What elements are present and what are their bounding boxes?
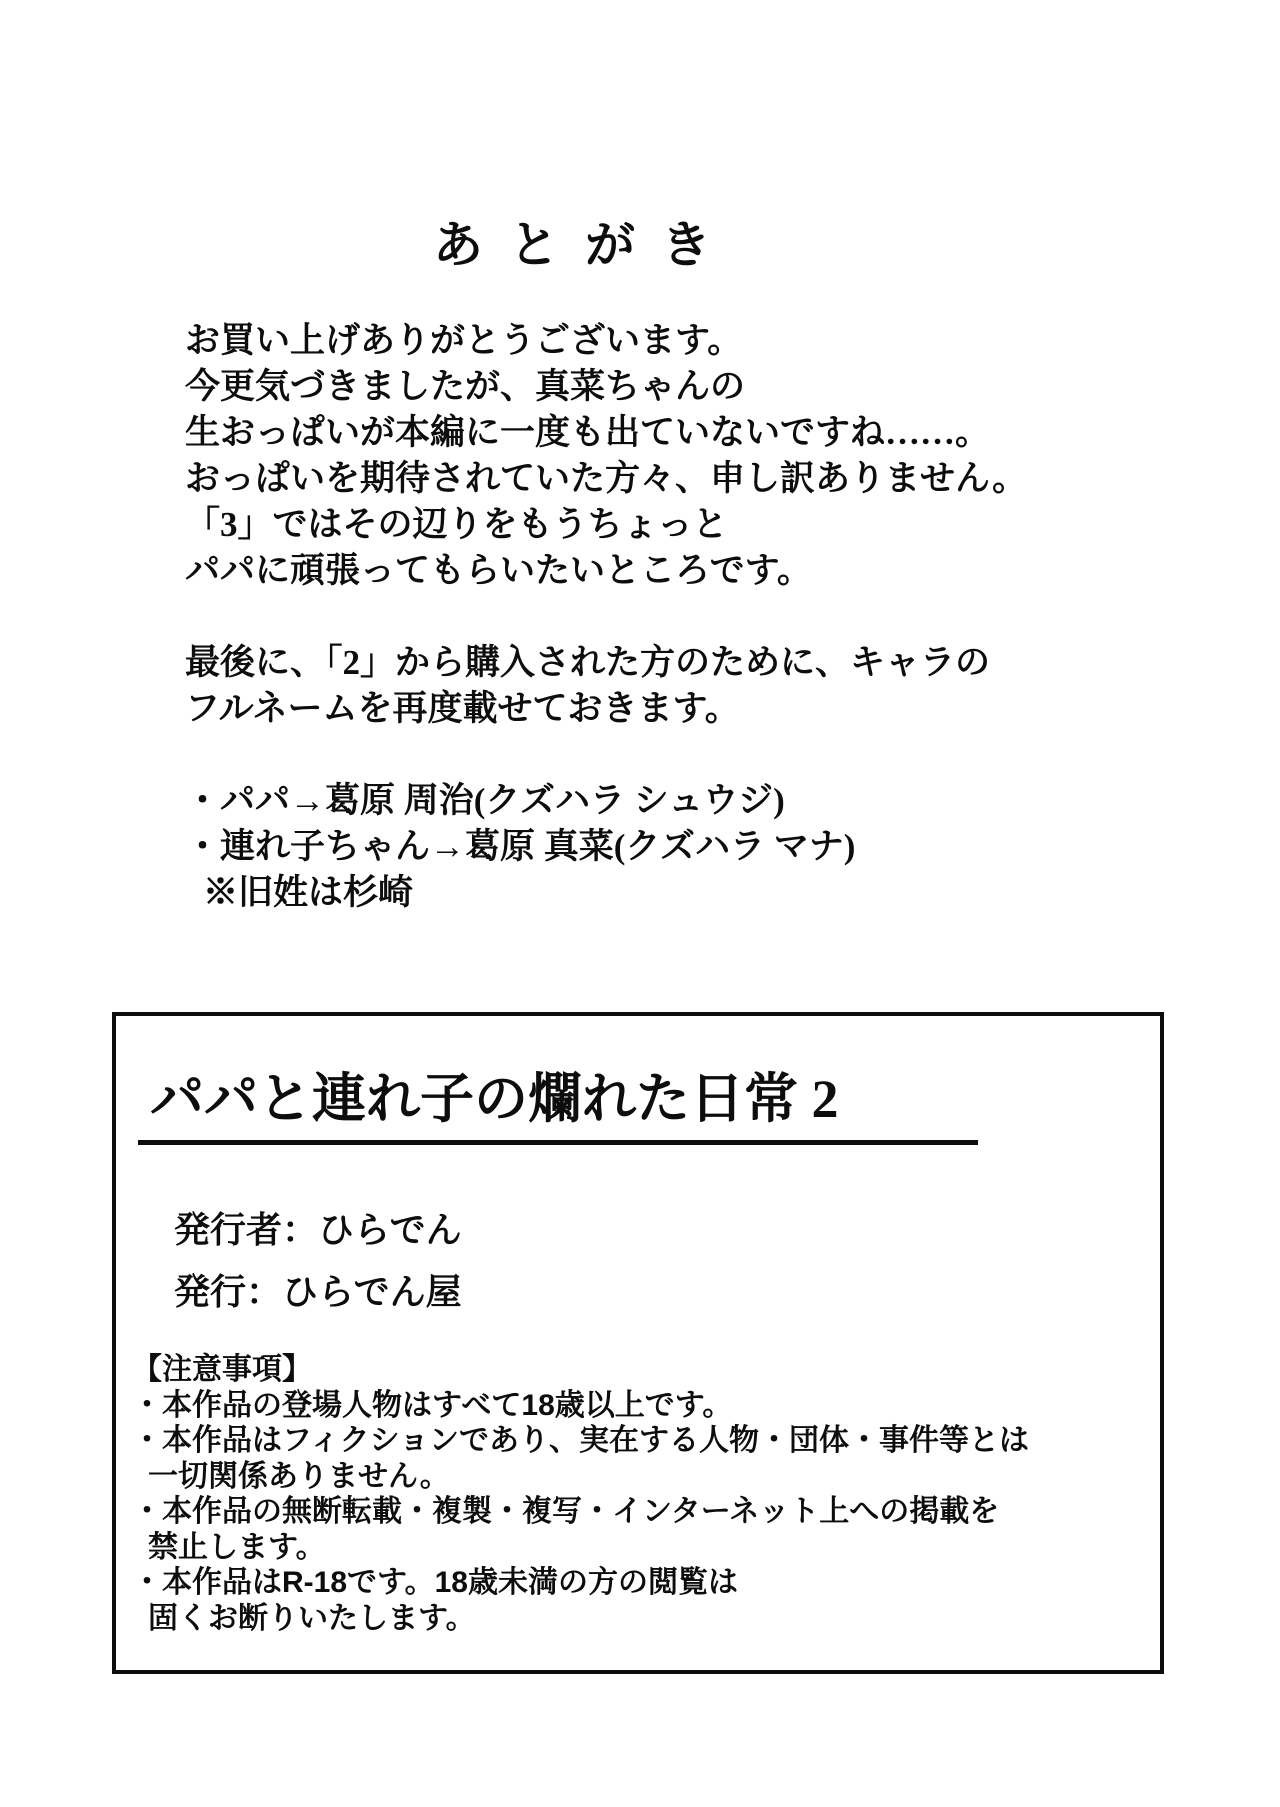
paragraph-gap <box>185 732 1145 778</box>
paragraph-gap <box>185 594 1145 640</box>
afterword-line: フルネームを再度載せておきます。 <box>185 689 740 728</box>
afterword-title: あとがき <box>433 217 737 273</box>
afterword-line: おっぱいを期待されていた方々、申し訳ありません。 <box>185 459 1028 498</box>
afterword-line: 生おっぱいが本編に一度も出ていないですね……。 <box>185 413 991 452</box>
publisher-line: 発行：ひらでん屋 <box>174 1271 462 1312</box>
character-name-line: ・連れ子ちゃん→葛原 真菜(クズハラ マナ) <box>185 827 856 866</box>
notice-line-continuation: 一切関係ありません。 <box>148 1459 450 1493</box>
notice-line: ・本作品はR-18です。18歳未満の方の閲覧は <box>132 1566 738 1599</box>
publisher-person-line: 発行者：ひらでん <box>174 1209 462 1250</box>
colophon-box <box>112 1012 1164 1674</box>
book-title: パパと連れ子の爛れた日常 2 <box>150 1069 839 1129</box>
afterword-line: パパに頑張ってもらいたいところです。 <box>185 551 812 590</box>
character-name-note: ※旧姓は杉崎 <box>203 873 414 912</box>
afterword-line: お買い上げありがとうございます。 <box>185 321 743 360</box>
notice-section <box>132 1352 1029 1636</box>
notice-line: ・本作品の無断転載・複製・複写・インターネット上への掲載を <box>132 1495 1000 1528</box>
notice-heading: 【注意事項】 <box>132 1353 312 1386</box>
notice-line: ・本作品の登場人物はすべて18歳以上です。 <box>132 1388 733 1422</box>
afterword-line: 今更気づきましたが、真菜ちゃんの <box>185 367 746 406</box>
afterword-line: 最後に、「2」から購入された方のために、キャラの <box>185 643 991 682</box>
afterword-body <box>185 318 1145 916</box>
title-underline <box>138 1140 978 1145</box>
notice-line: ・本作品はフィクションであり、実在する人物・団体・事件等とは <box>132 1424 1029 1457</box>
afterword-line: 「3」ではその辺りをもうちょっと <box>185 505 728 544</box>
character-name-line: ・パパ→葛原 周治(クズハラ シュウジ) <box>185 781 785 820</box>
notice-line-continuation: 禁止します。 <box>148 1530 326 1564</box>
notice-line-continuation: 固くお断りいたします。 <box>148 1601 476 1635</box>
